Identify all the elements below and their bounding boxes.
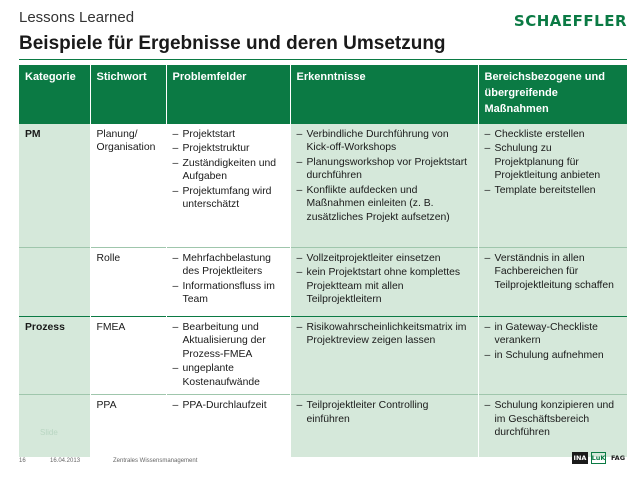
massnahmen-cell [478, 123, 627, 247]
erkenntnisse-cell [290, 316, 478, 395]
footer-date: 16.04.2013 [50, 458, 81, 464]
list-item: – Bearbeitung und Aktualisierung der Prozess-FMEA [173, 321, 284, 362]
table-row [19, 123, 627, 247]
list-item: – Projektstruktur [173, 142, 284, 156]
list-item: – Schulung zu Projektplanung für Projektleitung anbieten [485, 142, 622, 183]
table-row [19, 395, 627, 457]
problemfelder-cell [166, 123, 290, 247]
stichwort-cell: Rolle [90, 247, 166, 316]
watermark-text: Slide [40, 428, 58, 437]
list-item: – Konflikte aufdecken und Maßnahmen einleiten (z. B. zusätzliches Projekt aufsetzen) [297, 184, 472, 225]
list-item: – Zuständigkeiten und Aufgaben [173, 157, 284, 184]
stichwort-cell: Planung/ Organisation [90, 123, 166, 247]
list-item: – Risikowahrscheinlichkeitsmatrix im Projektreview zeigen lassen [297, 321, 472, 348]
table-header-row [19, 65, 627, 123]
page-number: 16 [19, 458, 26, 464]
schaeffler-logo: SCHAEFFLER [513, 12, 627, 30]
massnahmen-cell [478, 395, 627, 457]
list-item: – in Schulung aufnehmen [485, 349, 622, 363]
table-row [19, 247, 627, 316]
problemfelder-cell [166, 247, 290, 316]
luk-logo: LuK [591, 454, 606, 462]
massnahmen-cell [478, 247, 627, 316]
list-item: – Planungsworkshop vor Projektstart durchführen [297, 156, 472, 183]
list-item: – Verbindliche Durchführung von Kick-off-Workshops [297, 128, 472, 155]
stichwort-cell: FMEA [90, 316, 166, 395]
massnahmen-cell [478, 316, 627, 395]
list-item: – in Gateway-Checkliste verankern [485, 321, 622, 348]
kategorie-cell: PM [19, 123, 90, 247]
problemfelder-cell [166, 316, 290, 395]
list-item: – kein Projektstart ohne komplettes Projektteam mit allen Teilprojektleitern [297, 266, 472, 307]
section-subtitle: Lessons Learned [19, 9, 135, 26]
kategorie-cell [19, 395, 90, 457]
list-item: – Verständnis in allen Fachbereichen für Teilprojektleitung schaffen [485, 252, 622, 293]
list-item: – Checkliste erstellen [485, 128, 622, 142]
list-item: – Vollzeitprojektleiter einsetzen [297, 252, 472, 266]
list-item: – Template bereitstellen [485, 184, 622, 198]
column-header-kategorie: Kategorie [19, 65, 90, 123]
list-item: – PPA-Durchlaufzeit [173, 399, 284, 413]
column-header-stichwort: Stichwort [90, 65, 166, 123]
title-divider [19, 59, 627, 60]
list-item: – Projektstart [173, 128, 284, 142]
column-header-erkenntnisse: Erkenntnisse [290, 65, 478, 123]
fag-logo: FAG [610, 454, 626, 462]
erkenntnisse-cell [290, 247, 478, 316]
list-item: – Projektumfang wird unterschätzt [173, 185, 284, 212]
footer [0, 453, 638, 473]
footer-text: Zentrales Wissensmanagement [113, 458, 198, 464]
brand-logos [572, 452, 627, 464]
results-table [19, 65, 627, 457]
ina-logo: INA [573, 454, 587, 462]
erkenntnisse-cell [290, 395, 478, 457]
list-item: – Teilprojektleiter Controlling einführen [297, 399, 472, 426]
column-header-massnahmen: Bereichsbezogene und übergreifende Maßnahmen [478, 65, 627, 123]
problemfelder-cell [166, 395, 290, 457]
erkenntnisse-cell [290, 123, 478, 247]
list-item: – Informationsfluss im Team [173, 280, 284, 307]
page-title: Beispiele für Ergebnisse und deren Umsetzung [19, 33, 446, 54]
column-header-problemfelder: Problemfelder [166, 65, 290, 123]
kategorie-cell: Prozess [19, 316, 90, 395]
kategorie-cell [19, 247, 90, 316]
list-item: – Schulung konzipieren und im Geschäftsbereich durchführen [485, 399, 622, 440]
list-item: – Mehrfachbelastung des Projektleiters [173, 252, 284, 279]
table-row [19, 316, 627, 395]
stichwort-cell: PPA [90, 395, 166, 457]
list-item: – ungeplante Kostenaufwände [173, 362, 284, 389]
